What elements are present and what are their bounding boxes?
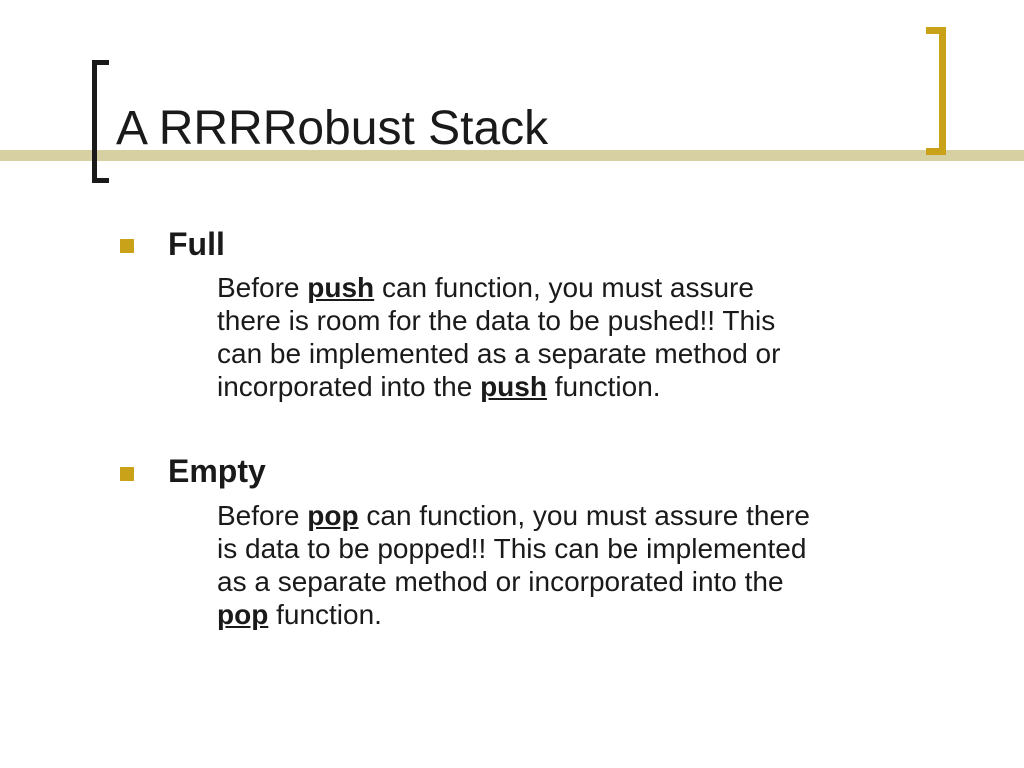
full-body-line-4	[217, 370, 661, 403]
push-keyword: push	[480, 371, 547, 402]
empty-line-1-pre: Before	[217, 500, 308, 531]
right-bracket-decoration	[926, 27, 946, 155]
pop-keyword: pop	[307, 500, 359, 531]
full-line-4-pre: incorporated into the	[217, 371, 481, 402]
pop-keyword: pop	[217, 599, 269, 630]
empty-line-1-post: can function, you must assure there	[358, 500, 810, 531]
full-body-line-3: can be implemented as a separate method or	[217, 338, 781, 369]
full-body-line-2: there is room for the data to be pushed!! This	[217, 305, 776, 336]
full-body-line-1	[217, 271, 754, 304]
full-line-1-post: can function, you must assure	[374, 272, 754, 303]
empty-body-line-4	[217, 598, 382, 631]
section-heading-empty: Empty	[168, 453, 266, 489]
full-line-4-post: function.	[546, 371, 661, 402]
slide-title: A RRRRobust Stack	[116, 102, 549, 155]
push-keyword: push	[307, 272, 375, 303]
section-heading-full: Full	[168, 226, 225, 262]
empty-body-line-3: as a separate method or incorporated into the	[217, 566, 784, 597]
bullet-square-icon	[120, 467, 134, 481]
full-line-1-pre: Before	[217, 272, 308, 303]
empty-line-4-post: function.	[268, 599, 382, 630]
bullet-square-icon	[120, 239, 134, 253]
empty-body-line-1	[217, 499, 810, 532]
left-bracket-decoration	[92, 60, 109, 183]
empty-body-line-2: is data to be popped!! This can be implemented	[217, 533, 807, 564]
